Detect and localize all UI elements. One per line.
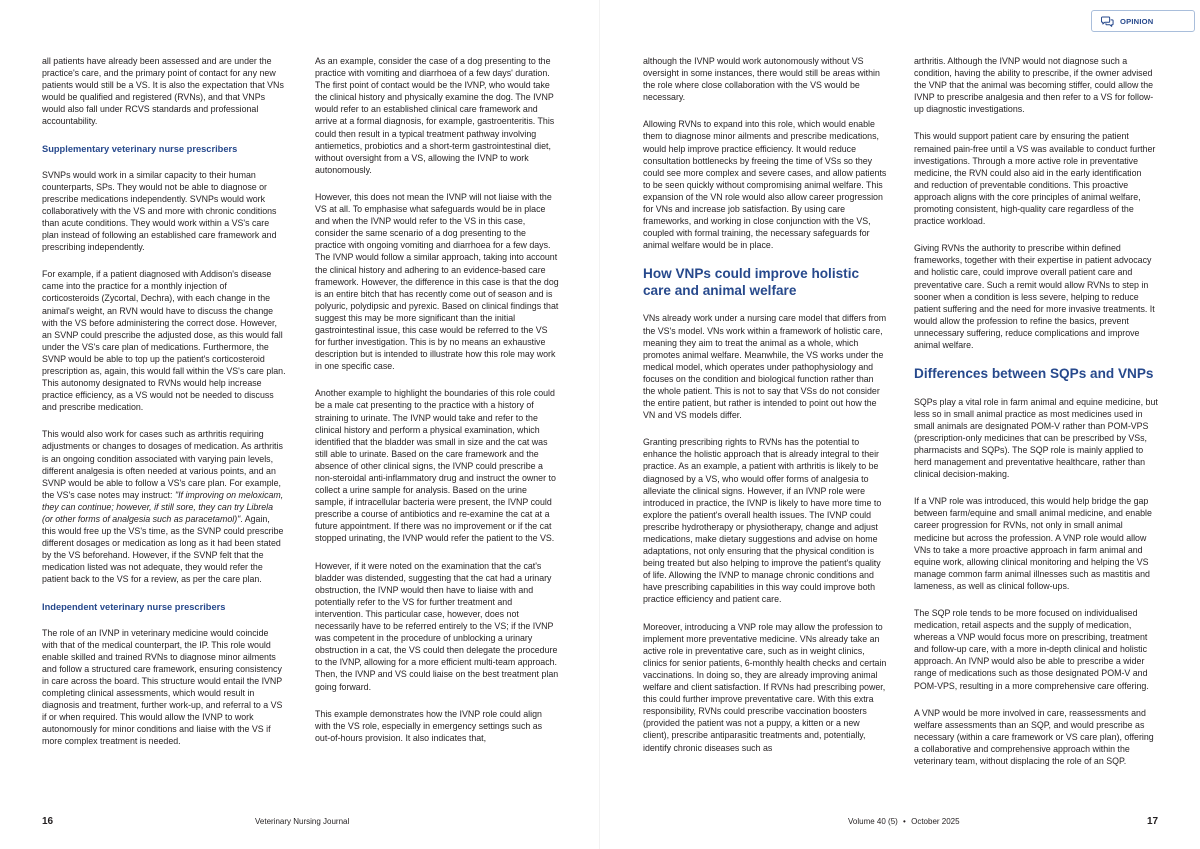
- paragraph: Giving RVNs the authority to prescribe within defined frameworks, together with their expertise in patient advocacy and holistic care, could improve overall patient care and preventative care. Such a remit would allow RVNs to step in sooner when a condition is less severe, helping to reduce patient suffering and the need for more invasive treatments. It would allow the profession to refine the basics, prevent unnecessary suffering, reduce complications and improve animal welfare.: [914, 243, 1155, 350]
- paragraph-text: . Again, this would free up the VS's time, as the SVNP could prescribe different dosages or medication as long as it had been stated by the VS beforehand. However, if the SVNP felt that the medication listed was not adequate, they would refer the patient back to the VS for a review, as per the care plan.: [42, 514, 284, 585]
- subheading: Independent veterinary nurse prescribers: [42, 601, 226, 612]
- paragraph: For example, if a patient diagnosed with Addison's disease came into the practice for a monthly injection of corticosteroids (Zycortal, Dechra), with each change in the animal's weight, an RVN would have to discuss the change with the VS before administering the correct dose. However, an SVNP could prescribe the adjusted dose, as this would fall under the VS's care plan of medications. Furthermore, the SVNP would be able to top up the patient's corticosteroid prescription as, again, this would fall within the VS's care plan. This autonomy designated to RVNs would help increase practice efficiency, as a VS would not be needed to discuss and prescribe medication.: [42, 269, 286, 413]
- journal-name: Veterinary Nursing Journal: [255, 817, 350, 826]
- paragraph: The SQP role tends to be more focused on individualised medication, retail aspects and the supply of medication, whereas a VNP would focus more on prescribing, treatment and follow-up care, with a more in-depth clinical and holistic approach. An IVNP would also be able to prescribe a wider range of medications such as those designated POM-V and POM-VPS, resulting in a more comprehensive care offering.: [914, 607, 1149, 691]
- page-gutter: [599, 0, 600, 849]
- quoted-instruction: "If improving on meloxicam, they can continue; however, if still sore, they can try Librela (or other forms of analgesia such as paracetamol)": [42, 489, 284, 524]
- paragraph: SQPs play a vital role in farm animal and equine medicine, but less so in small animal practice as most medicines used in small animals are designated POM-V rather than POM-VPS (prescription-only medicines that can be prescribed by VSs, pharmacists and SQPs). The SQP role is mainly applied to herd management and preventative healthcare, rather than clinical decision-making.: [914, 396, 1158, 480]
- right-page-number: 17: [1147, 816, 1159, 827]
- paragraph: Granting prescribing rights to RVNs has the potential to enhance the holistic approach that is already integral to their practice. As an example, a patient with arthritis is likely to be diagnosed by a VS, who would offer forms of analgesia to alleviate the clinical signs. However, if an IVNP role were introduced in practice, the IVNP is likely to have more time to explore the patient's overall health issues. The IVNP could prescribe hydrotherapy or physiotherapy, change and adjust medications, make dietary suggestions and advise on home adaptations, not only ensuring that the physical condition is being treated but also helping to improve the patient's quality of life. Allowing the IVNP to manage chronic conditions and have prescribing capabilities in this way could improve both practice efficiency and patient care.: [643, 437, 882, 605]
- paragraph: However, if it were noted on the examination that the cat's bladder was distended, suggesting that the cat had a urinary obstruction, the IVNP would then have to liaise with and potentially refer to the VS for further treatment and intervention. This particular case, however, does not necessarily have to be referred entirely to the VS; if the IVNP was competent in the procedure of unblocking a urinary obstruction in a cat, the VS could then delegate the procedure to the IVNP, allowing for a more efficient multi-team approach. Then, the IVNP and VS could liaise on the best treatment plan going forward.: [315, 560, 559, 692]
- subheading: Supplementary veterinary nurse prescribers: [42, 143, 238, 154]
- paragraph: Another example to highlight the boundaries of this role could be a male cat presenting to the practice with a history of straining to urinate. The IVNP would take and refer to the clinical history and perform a physical examination, which identified that the bladder was small in size and the cat was still able to urinate. Based on the care framework and the absence of other clinical signs, the IVNP could prescribe a non-steroidal anti-inflammatory drug and instruct the owner to collect a urine sample for analysis. Based on the urine sample, if intracellular bacteria were present, the IVNP could prescribe a course of antibiotics and re-examine the cat at a future appointment. If there was no improvement or if the cat stopped urinating, the IVNP would refer the patient to the VS.: [315, 388, 556, 544]
- paragraph: If a VNP role was introduced, this would help bridge the gap between farm/equine and small animal medicine, and enable career progression for RVNs, not only in small animal medicine but across the profession. A VNP role would allow VNs to take a more proactive approach in farm animal and equine work, allowing clinical monitoring and helping the VS manage common farm animal illnesses such as mastitis and lameness, as well as clinical follow-ups.: [914, 496, 1152, 591]
- paragraph: This would support patient care by ensuring the patient remained pain-free until a VS was available to conduct further investigations. Through a more active role in preventative medicine, the RVN could also aid in the early identification and reduction of preventable conditions. This proactive approach aligns with the core principles of animal welfare, promoting consistent, high-quality care regardless of the practice workload.: [914, 131, 1156, 227]
- paragraph: Moreover, introducing a VNP role may allow the profession to implement more preventative medicine. VNs already take an active role in preventative care, such as in weight clinics, clinics for senior patients, 6-monthly health checks and certain vaccinations. In doing so, they are already improving animal welfare and client satisfaction. If RVNs had prescribing power, this could further improve preventative care. With this extra responsibility, RVNs could prescribe vaccination boosters (provided the patient was not a puppy, a kitten or a new client), prescribe antiparasitic treatments and, potentially, identify chronic diseases such as: [643, 621, 887, 753]
- text-column-2: [315, 55, 559, 759]
- paragraph: Allowing RVNs to expand into this role, which would enable them to diagnose minor ailments and prescribe medications, would help improve practice efficiency. It would reduce consultation bottlenecks by freeing the time of VSs so they could see more complex and severe cases, and allow patients to be seen quickly without compromising animal welfare. This expansion of the VN role would also allow career progression for VNs and increase job satisfaction. By using care frameworks, and working in close conjunction with the VS, coupled with formal training, the necessary safeguards for animal welfare would be in place.: [643, 119, 887, 251]
- issue-separator: •: [903, 817, 906, 826]
- paragraph: all patients have already been assessed and are under the practice's care, and the primary point of contact for any new patients would still be a VS. It is also the expectation that VNs would be qualified and registered (RVNs), and that VNPs would also fall under RCVS standards and professional accountability.: [42, 56, 284, 127]
- section-heading: Differences between SQPs and VNPs: [914, 366, 1154, 382]
- issue-info: [848, 816, 960, 828]
- paragraph: SVNPs would work in a similar capacity to their human counterparts, SPs. They would not be able to diagnose or prescribe medications independently. SVNPs would work collaboratively with the VS and more with chronic conditions than acute conditions. They would work within a VS's care plan instead of following an established care framework and prescribing independently.: [42, 169, 277, 253]
- paragraph: although the IVNP would work autonomously without VS oversight in some instances, there would still be areas within the role where close collaboration with the VS would be necessary.: [643, 56, 880, 103]
- section-heading: How VNPs could improve holistic care and animal welfare: [643, 266, 860, 298]
- paragraph: VNs already work under a nursing care model that differs from the VS's model. VNs work within a framework of holistic care, meaning they aim to treat the animal as a whole, which promotes animal welfare. Meanwhile, the VS works under the medical model, which operates under pathophysiology and focuses on the condition and biological function rather than the whole patient. This is not to say that VSs do not consider the entire patient, but rather is intended to point out how the VN and VS models differ.: [643, 313, 887, 421]
- paragraph: However, this does not mean the IVNP will not liaise with the VS at all. To emphasise what safeguards would be in place and when the IVNP would refer to the VS in this case, consider the same scenario of a dog presenting to the practice with ongoing vomiting and diarrhoea for a few days. The IVNP would follow a similar approach, taking into account the clinical history and adhering to an evidence-based care framework. However, the difference in this case is that the dog is an entire bitch that has recently come out of season and is polyuric, polydipsic and pyrexic. Based on clinical findings that suggest this may be more significant than the initial gastrointestinal issue, this case would be referred to the VS for further investigation. This is by no means an exhaustive description but is intended to illustrate how this role may work in one specific case.: [315, 191, 559, 372]
- paragraph: As an example, consider the case of a dog presenting to the practice with vomiting and diarrhoea of a few days' duration. The first point of contact would be the IVNP, who would take the clinical history and physically examine the dog. The IVNP would refer to an established clinical care framework and arrive at a formal diagnosis, for example, gastroenteritis. This could then result in a typical treatment pathway involving antiemetics, probiotics and a short-term gastrointestinal diet, without oversight from a VS, allowing the IVNP to work autonomously.: [315, 56, 555, 175]
- issue-date: October 2025: [911, 817, 960, 826]
- left-page-number: 16: [42, 816, 54, 827]
- text-column-1: [42, 55, 286, 763]
- paragraph: A VNP would be more involved in care, reassessments and welfare assessments than an SQP, and would prescribe as necessary (within a care framework or VS care plan), offering a collaborative and comprehensive approach within the veterinary team, without displacing the role of an SQP.: [914, 707, 1154, 766]
- section-tab-opinion[interactable]: [1091, 10, 1195, 32]
- section-tab-label: OPINION: [1120, 16, 1154, 26]
- paragraph: The role of an IVNP in veterinary medicine would coincide with that of the medical counterpart, the IP. This role would enable skilled and trained RVNs to diagnose minor ailments and follow a structured care framework, ensuring consistency in care across the board. This structure would entail the IVNP completing clinical assessments, which would result in diagnosis and treatment, further work-up, and referral to a VS if or when required. This would allow the IVNP to work autonomously for minor conditions and liaise with the VS if more complex treatment is needed.: [42, 627, 283, 747]
- speech-bubbles-icon: [1101, 15, 1114, 28]
- text-column-4: [914, 55, 1158, 782]
- paragraph-text: This would also work for cases such as arthritis requiring adjustments or changes to dosages of medication. As arthritis is an ongoing condition associated with varying pain levels, different analgesia is often needed at various points, and an SVNP would be able to follow a VS's care plan. For example, the VS's case notes may instruct:: [42, 429, 283, 500]
- issue-volume: Volume 40 (5): [848, 817, 898, 826]
- paragraph: arthritis. Although the IVNP would not diagnose such a condition, having the ability to prescribe, if the owner advised the VNP that the animal was becoming stiffer, could allow the IVNP to prescribe analgesia and then refer to a VS for follow-up diagnostic investigations.: [914, 56, 1154, 115]
- paragraph: This example demonstrates how the IVNP role could align with the VS role, especially in emergency settings such as out-of-hours provision. It also indicates that,: [315, 708, 543, 743]
- text-column-3: [643, 55, 887, 769]
- paragraph: [42, 428, 286, 585]
